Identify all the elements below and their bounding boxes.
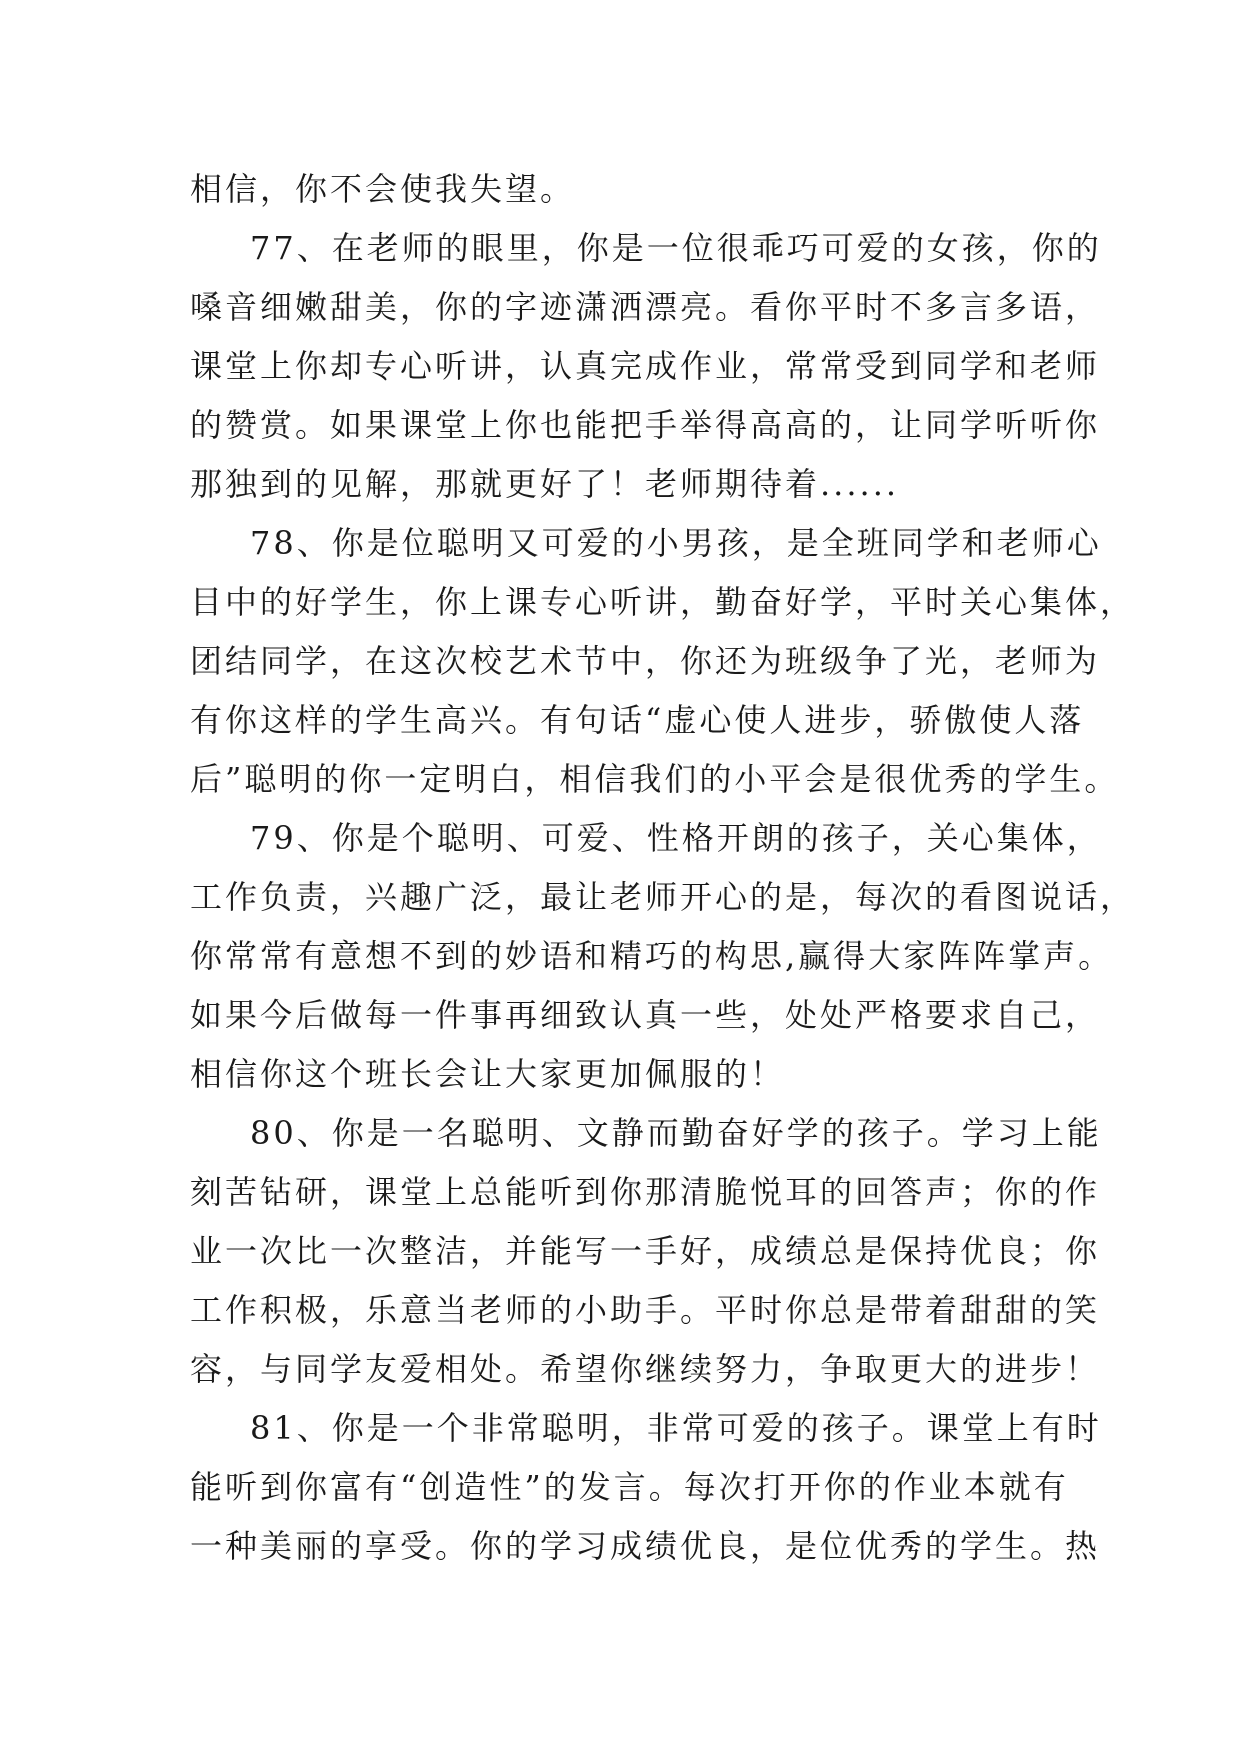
text-line: 团结同学，在这次校艺术节中，你还为班级争了光，老师为 — [190, 642, 1101, 680]
text-line: 刻苦钻研，课堂上总能听到你那清脆悦耳的回答声；你的作 — [190, 1173, 1101, 1211]
document-body — [190, 160, 1136, 1576]
paragraph-77-start: 77、在老师的眼里，你是一位很乖巧可爱的女孩，你的 — [250, 229, 1102, 267]
text-line: 课堂上你却专心听讲，认真完成作业，常常受到同学和老师 — [190, 347, 1101, 385]
text-line: 后”聪明的你一定明白，相信我们的小平会是很优秀的学生。 — [190, 760, 1120, 798]
paragraph-78-start: 78、你是位聪明又可爱的小男孩，是全班同学和老师心 — [250, 524, 1102, 562]
text-line: 相信，你不会使我失望。 — [190, 170, 576, 208]
text-line: 如果今后做每一件事再细致认真一些，处处严格要求自己， — [190, 996, 1101, 1034]
paragraph-81-start: 81、你是一个非常聪明，非常可爱的孩子。课堂上有时 — [250, 1409, 1102, 1447]
text-line: 相信你这个班长会让大家更加佩服的！ — [190, 1055, 786, 1093]
text-line: 工作负责，兴趣广泛，最让老师开心的是，每次的看图说话， — [190, 878, 1136, 916]
text-line: 工作积极，乐意当老师的小助手。平时你总是带着甜甜的笑 — [190, 1291, 1101, 1329]
text-line: 那独到的见解，那就更好了！老师期待着...... — [190, 465, 900, 503]
text-line: 一种美丽的享受。你的学习成绩优良，是位优秀的学生。热 — [190, 1527, 1101, 1565]
text-line: 容，与同学友爱相处。希望你继续努力，争取更大的进步！ — [190, 1350, 1101, 1388]
text-line: 有你这样的学生高兴。有句话“虚心使人进步，骄傲使人落 — [190, 701, 1085, 739]
text-line: 业一次比一次整洁，并能写一手好，成绩总是保持优良；你 — [190, 1232, 1101, 1270]
paragraph-80-start: 80、你是一名聪明、文静而勤奋好学的孩子。学习上能 — [250, 1114, 1102, 1152]
text-line: 嗓音细嫩甜美，你的字迹潇洒漂亮。看你平时不多言多语， — [190, 288, 1101, 326]
text-line: 能听到你富有“创造性”的发言。每次打开你的作业本就有 — [190, 1468, 1069, 1506]
text-line: 的赞赏。如果课堂上你也能把手举得高高的，让同学听听你 — [190, 406, 1101, 444]
text-line: 你常常有意想不到的妙语和精巧的构思,赢得大家阵阵掌声。 — [190, 937, 1114, 975]
text-line: 目中的好学生，你上课专心听讲，勤奋好学，平时关心集体， — [190, 583, 1136, 621]
paragraph-79-start: 79、你是个聪明、可爱、性格开朗的孩子，关心集体， — [250, 819, 1102, 857]
